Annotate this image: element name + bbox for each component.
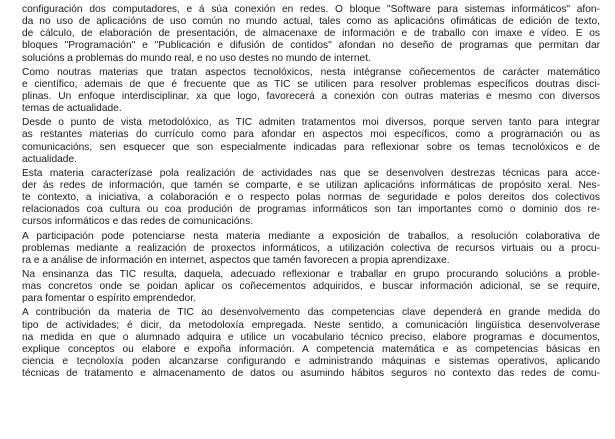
text-line: cursos informáticos e das redes de comunicacións. (22, 216, 254, 228)
document-body (22, 4, 600, 382)
text-line: relacionados coa cultura ou coa produción de programas informáticos son tan importantes como o dominio dos re- (22, 204, 600, 216)
text-line: ra e a análise de información en internet, aspectos que tamén favorecen a propia aprendizaxe. (22, 254, 450, 266)
text-line: da no uso de aplicacións de uso común no mundo actual, tales como as aplicacións ofimáticas de edición de texto, (22, 16, 600, 28)
text-line: A contribución da materia de TIC ao desenvolvemento das competencias clave dependerá en grande medida do (22, 307, 600, 319)
text-line: explique conceptos ou elabore e expoña información. A competencia matemática e as competencias básicas en (22, 343, 600, 355)
text-line: técnicas de tratamento e almacenamento de datos ou asumindo hábitos seguros no contexto das redes de comu- (22, 368, 600, 380)
text-line: comunicacións, sen esquecer que son especialmente indicadas para reflexionar sobre os temas tecnolóxicos e de (22, 141, 600, 153)
text-line: problemas mediante a realización de proxectos informáticos, a utilización colectiva de recursos virtuais ou a procu- (22, 242, 600, 254)
paragraph-5 (22, 231, 600, 267)
text-line: configuración dos computadores, e á súa conexión en redes. O bloque "Software para sistemas informáticos" afon- (22, 4, 600, 15)
text-line: Na ensinanza das TIC resulta, daquela, adecuado reflexionar e traballar en grupo procurando solucións a proble- (22, 268, 600, 280)
paragraph-3 (22, 117, 600, 166)
text-line: te contexto, a iniciativa, a colaboración e o respecto polas normas de seguridade e polos dereitos dos colectivos (22, 192, 600, 204)
text-line: e científico, ademais de que é frecuente que as TIC se utilicen para resolver problemas específicos doutras disci- (22, 78, 600, 90)
text-line: as restantes materias do currículo como para afondar en aspectos moi específicos, como a programación ou as (22, 129, 600, 141)
text-line: der ás redes de información, que tamén se comparte, e se utilizan aplicacións informáticas de propósito xeral. Nes- (22, 179, 600, 191)
text-line: de cálculo, de elaboración de presentación, de almacenaxe de información e de traballo con imaxe e vídeo. E os (22, 28, 600, 40)
text-line: bloques "Programación" e "Publicación e difusión de contidos" afondan no deseño de programas que permitan dar (22, 40, 600, 52)
text-line: A participación pode potenciarse nesta materia mediante a exposición de traballos, a resolución colaborativa de (22, 230, 600, 242)
text-line: ciencia e tecnoloxía poden alcanzarse configurando e administrando máquinas e sistemas operativos, aplicando (22, 355, 600, 367)
text-line: plinas. Un enfoque interdisciplinar, xa que logo, favorecerá a conexión con outras materias e mesmo con diversos (22, 90, 600, 102)
text-line: temas de actualidade. (22, 103, 122, 115)
paragraph-2 (22, 67, 600, 116)
text-line: solucións a problemas do mundo real, e no uso destes no mundo de internet. (22, 52, 371, 64)
paragraph-4 (22, 168, 600, 229)
text-line: Desde o punto de vista metodolóxico, as TIC admiten tratamentos moi diversos, porque serven tanto para integrar (22, 117, 600, 129)
paragraph-6 (22, 269, 600, 305)
paragraph-1 (22, 4, 600, 65)
paragraph-7 (22, 307, 600, 380)
text-line: actualidade. (22, 153, 77, 165)
text-line: Esta materia caracterízase pola realización de actividades nas que se desenvolven destrezas técnicas para acce- (22, 167, 600, 179)
text-line: mas concretos onde se poidan aplicar os coñecementos adquiridos, e buscar información adicional, se se require, (22, 281, 600, 293)
text-line: para fomentar o espírito emprendedor. (22, 293, 196, 305)
text-line: tipo de actividades; é dicir, da metodoloxía empregada. Neste sentido, a comunicación lingüística desenvolverase (22, 319, 600, 331)
text-line: Como noutras materias que tratan aspectos tecnolóxicos, nesta intégranse coñecementos de carácter matemático (22, 66, 600, 78)
text-line: na medida en que o alumnado adquira e utilice un vocabulario técnico preciso, elabore programas e documentos, (22, 331, 600, 343)
